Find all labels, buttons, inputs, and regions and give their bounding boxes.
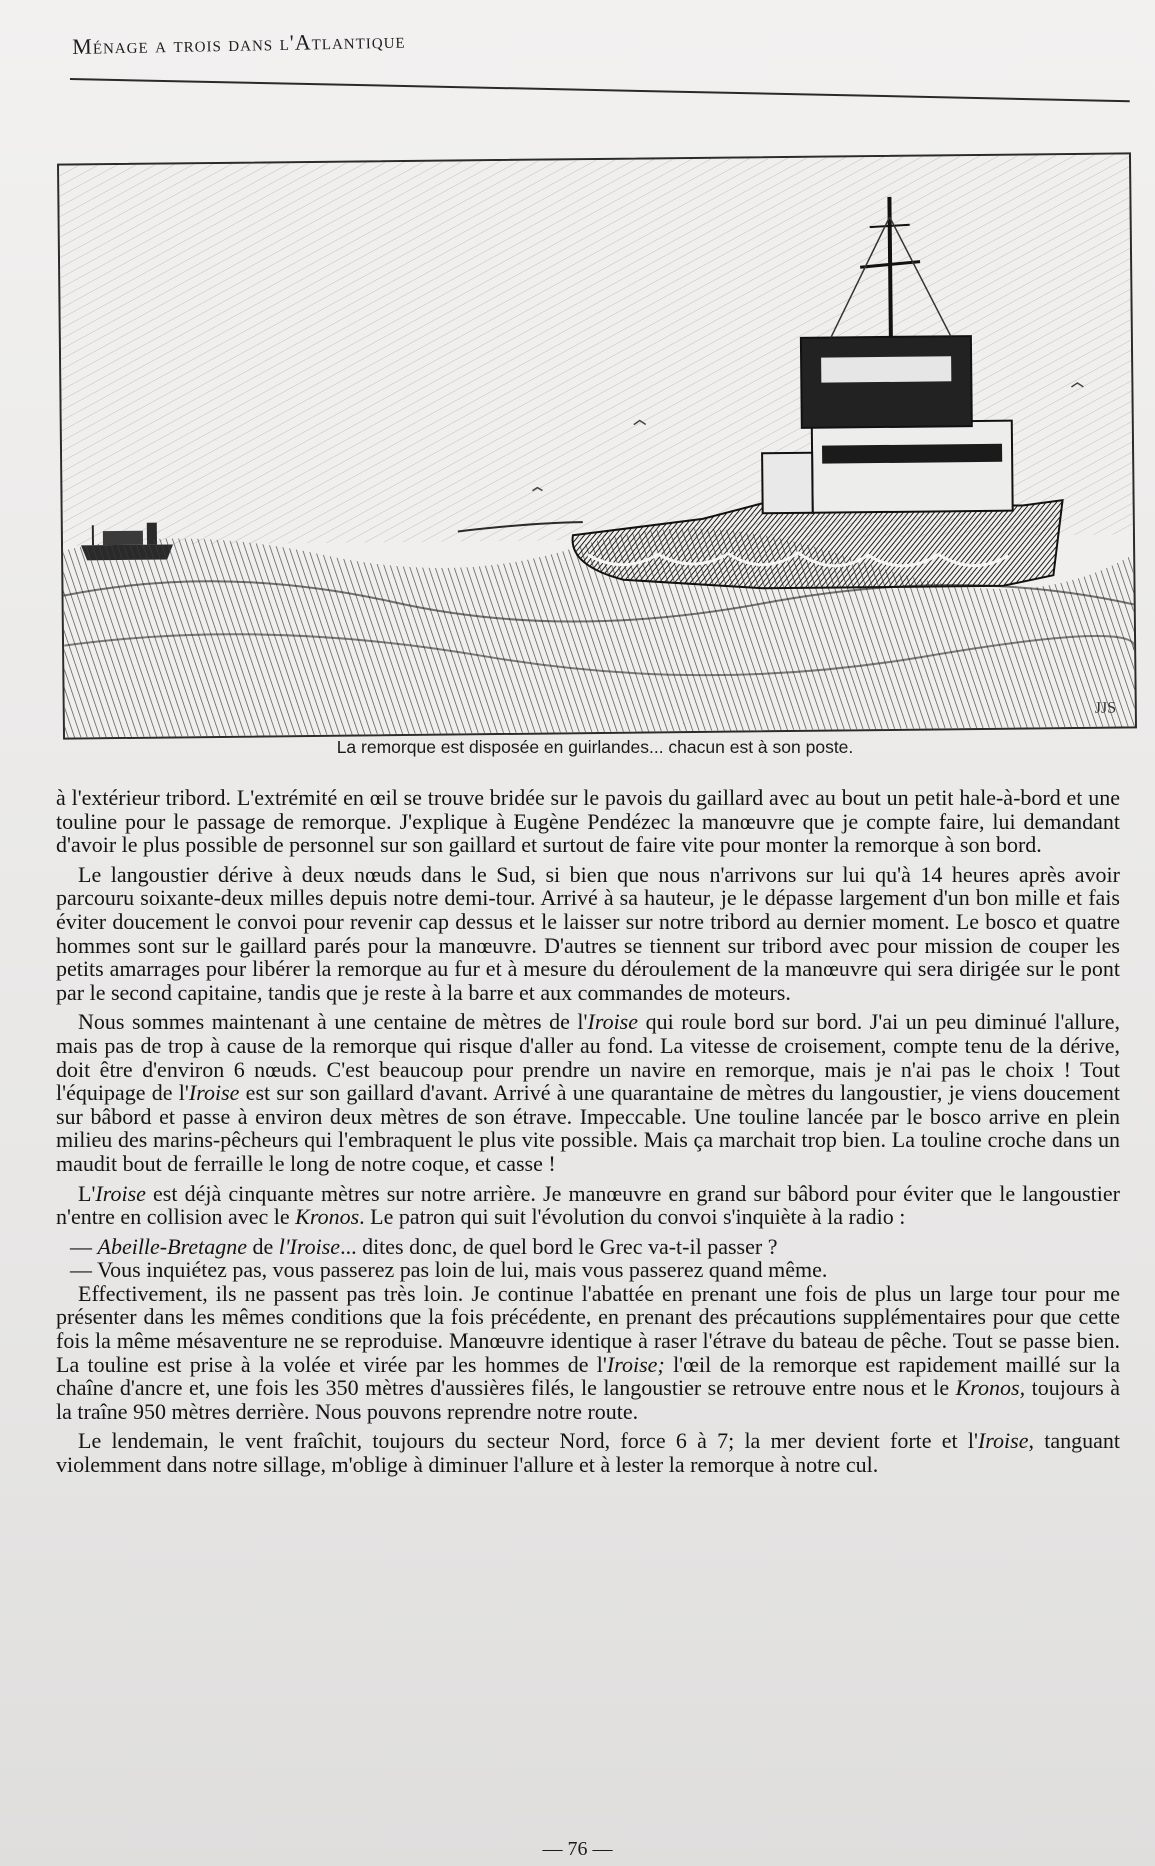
ship-name: Iroise [587, 1009, 639, 1035]
text-run: l'œil de la remorque est rapidement maillé sur la chaîne d'ancre et, une fois les 350 mètres d'aussières filés, le langoustier se retrouve entre nous et le [56, 1351, 1120, 1401]
tugboat-towing-drawing-icon [59, 154, 1135, 737]
artist-signature: JJS [1094, 699, 1117, 717]
ship-name: Kronos [295, 1204, 360, 1230]
dialog-line: — Vous inquiétez pas, vous passerez pas loin de lui, mais vous passerez quand même. [70, 1257, 828, 1283]
illustration-caption: La remorque est disposée en guirlandes... chacun est à son poste. [336, 737, 854, 757]
page-number: — 76 — [542, 1838, 613, 1860]
ship-name: Iroise [977, 1428, 1029, 1454]
paragraph [56, 1010, 1120, 1175]
ship-name: Abeille-Bretagne [97, 1233, 247, 1259]
text-run: est déjà cinquante mètres sur notre arrière. Je manœuvre en grand sur bâbord pour éviter que le langoustier n'entre en collision avec le [56, 1180, 1120, 1230]
dialog-dash: — [70, 1233, 98, 1259]
text-run: . Le patron qui suit l'évolution du convoi s'inquiète à la radio : [359, 1204, 906, 1230]
ship-name: Iroise [188, 1080, 240, 1106]
dialog-line [56, 1235, 1120, 1259]
text-run: toujours à la traîne 950 mètres derrière. Nous pouvons reprendre notre route. [56, 1375, 1120, 1424]
paragraph [56, 1182, 1120, 1229]
header-rule [70, 78, 1130, 102]
text-run: Le lendemain, le vent fraîchit, toujours du secteur Nord, force 6 à 7; la mer devient forte et l' [78, 1428, 978, 1454]
text-run: est sur son gaillard d'avant. Arrivé à une quarantaine de mètres du langoustier, je viens doucement sur bâbord et passe à environ deux mètres de son étrave. Impeccable. Une touline lancée par le bosco arrive en plein milieu des marins-pêcheurs qui l'embraquent le plus vite possible. Mais ça marchait trop bien. La touline croche dans un maudit bout de ferraille le long de notre coque, et casse ! [56, 1080, 1121, 1176]
ship-name: l'Iroise [278, 1233, 341, 1259]
text-run: Effectivement, ils ne passent pas très loin. Je continue l'abattée en prenant une fois de plus un large tour pour me présenter dans les mêmes conditions que la fois précédente, en prenant des précautions supplémentaires pour que cette fois la même mésaventure ne se reproduise. Manœuvre identique à raser l'étrave du bateau de pêche. Tout se passe bien. La touline est prise à la volée et virée par les hommes de l' [56, 1280, 1120, 1377]
paragraph: à l'extérieur tribord. L'extrémité en œil se trouve bridée sur le pavois du gaillard avec au bout un petit hale-à-bord et une touline pour le passage de remorque. J'explique à Eugène Pendézec la manœuvre que je compte faire, lui demandant d'avoir le plus possible de personnel sur son gaillard et surtout de faire vite pour monter la remorque à son bord. [56, 785, 1120, 858]
tugboat-illustration [57, 152, 1137, 739]
ship-name: Kronos, [955, 1375, 1026, 1401]
text-run: Nous sommes maintenant à une centaine de mètres de l' [78, 1009, 588, 1035]
ship-name: Iroise; [606, 1351, 665, 1377]
text-run: de [246, 1233, 279, 1259]
paragraph [56, 1429, 1120, 1476]
text-run: qui roule bord sur bord. J'ai un peu diminué l'allure, mais pas de trop à cause de la remorque qui risque d'aller au fond. La vitesse de croisement, compte tenu de la dérive, doit être d'environ 6 nœuds. C'est beaucoup pour prendre un navire en remorque, mais je n'ai pas le choix ! Tout l'équipage de l' [56, 1009, 1120, 1106]
paragraph [56, 1282, 1120, 1424]
text-run: ... dites donc, de quel bord le Grec va-t-il passer ? [340, 1233, 778, 1259]
running-head: Ménage a trois dans l'Atlantique [72, 27, 406, 59]
text-run: L' [78, 1180, 96, 1206]
paragraph: Le langoustier dérive à deux nœuds dans le Sud, si bien que nous n'arrivons sur lui qu'à 14 heures après avoir parcouru soixante-deux milles depuis notre demi-tour. Arrivé à sa hauteur, je le dépasse largement d'un bon mille et fais éviter doucement le convoi pour revenir cap dessus et le laisser sur notre tribord au dernier moment. Le bosco et quatre hommes sont sur le gaillard parés pour la manœuvre. D'autres se tiennent sur tribord avec pour mission de couper les petits amarrages pour libérer la remorque au fur et à mesure du déroulement de la manœuvre qui sera dirigée sur le pont par le second capitaine, tandis que je reste à la barre et aux commandes de moteurs. [56, 861, 1120, 1005]
ship-name: Iroise [95, 1180, 146, 1206]
text-run: , tanguant violemment dans notre sillage, m'oblige à diminuer l'allure et à lester la remorque à notre cul. [56, 1428, 1120, 1478]
body-text [56, 786, 1120, 1483]
